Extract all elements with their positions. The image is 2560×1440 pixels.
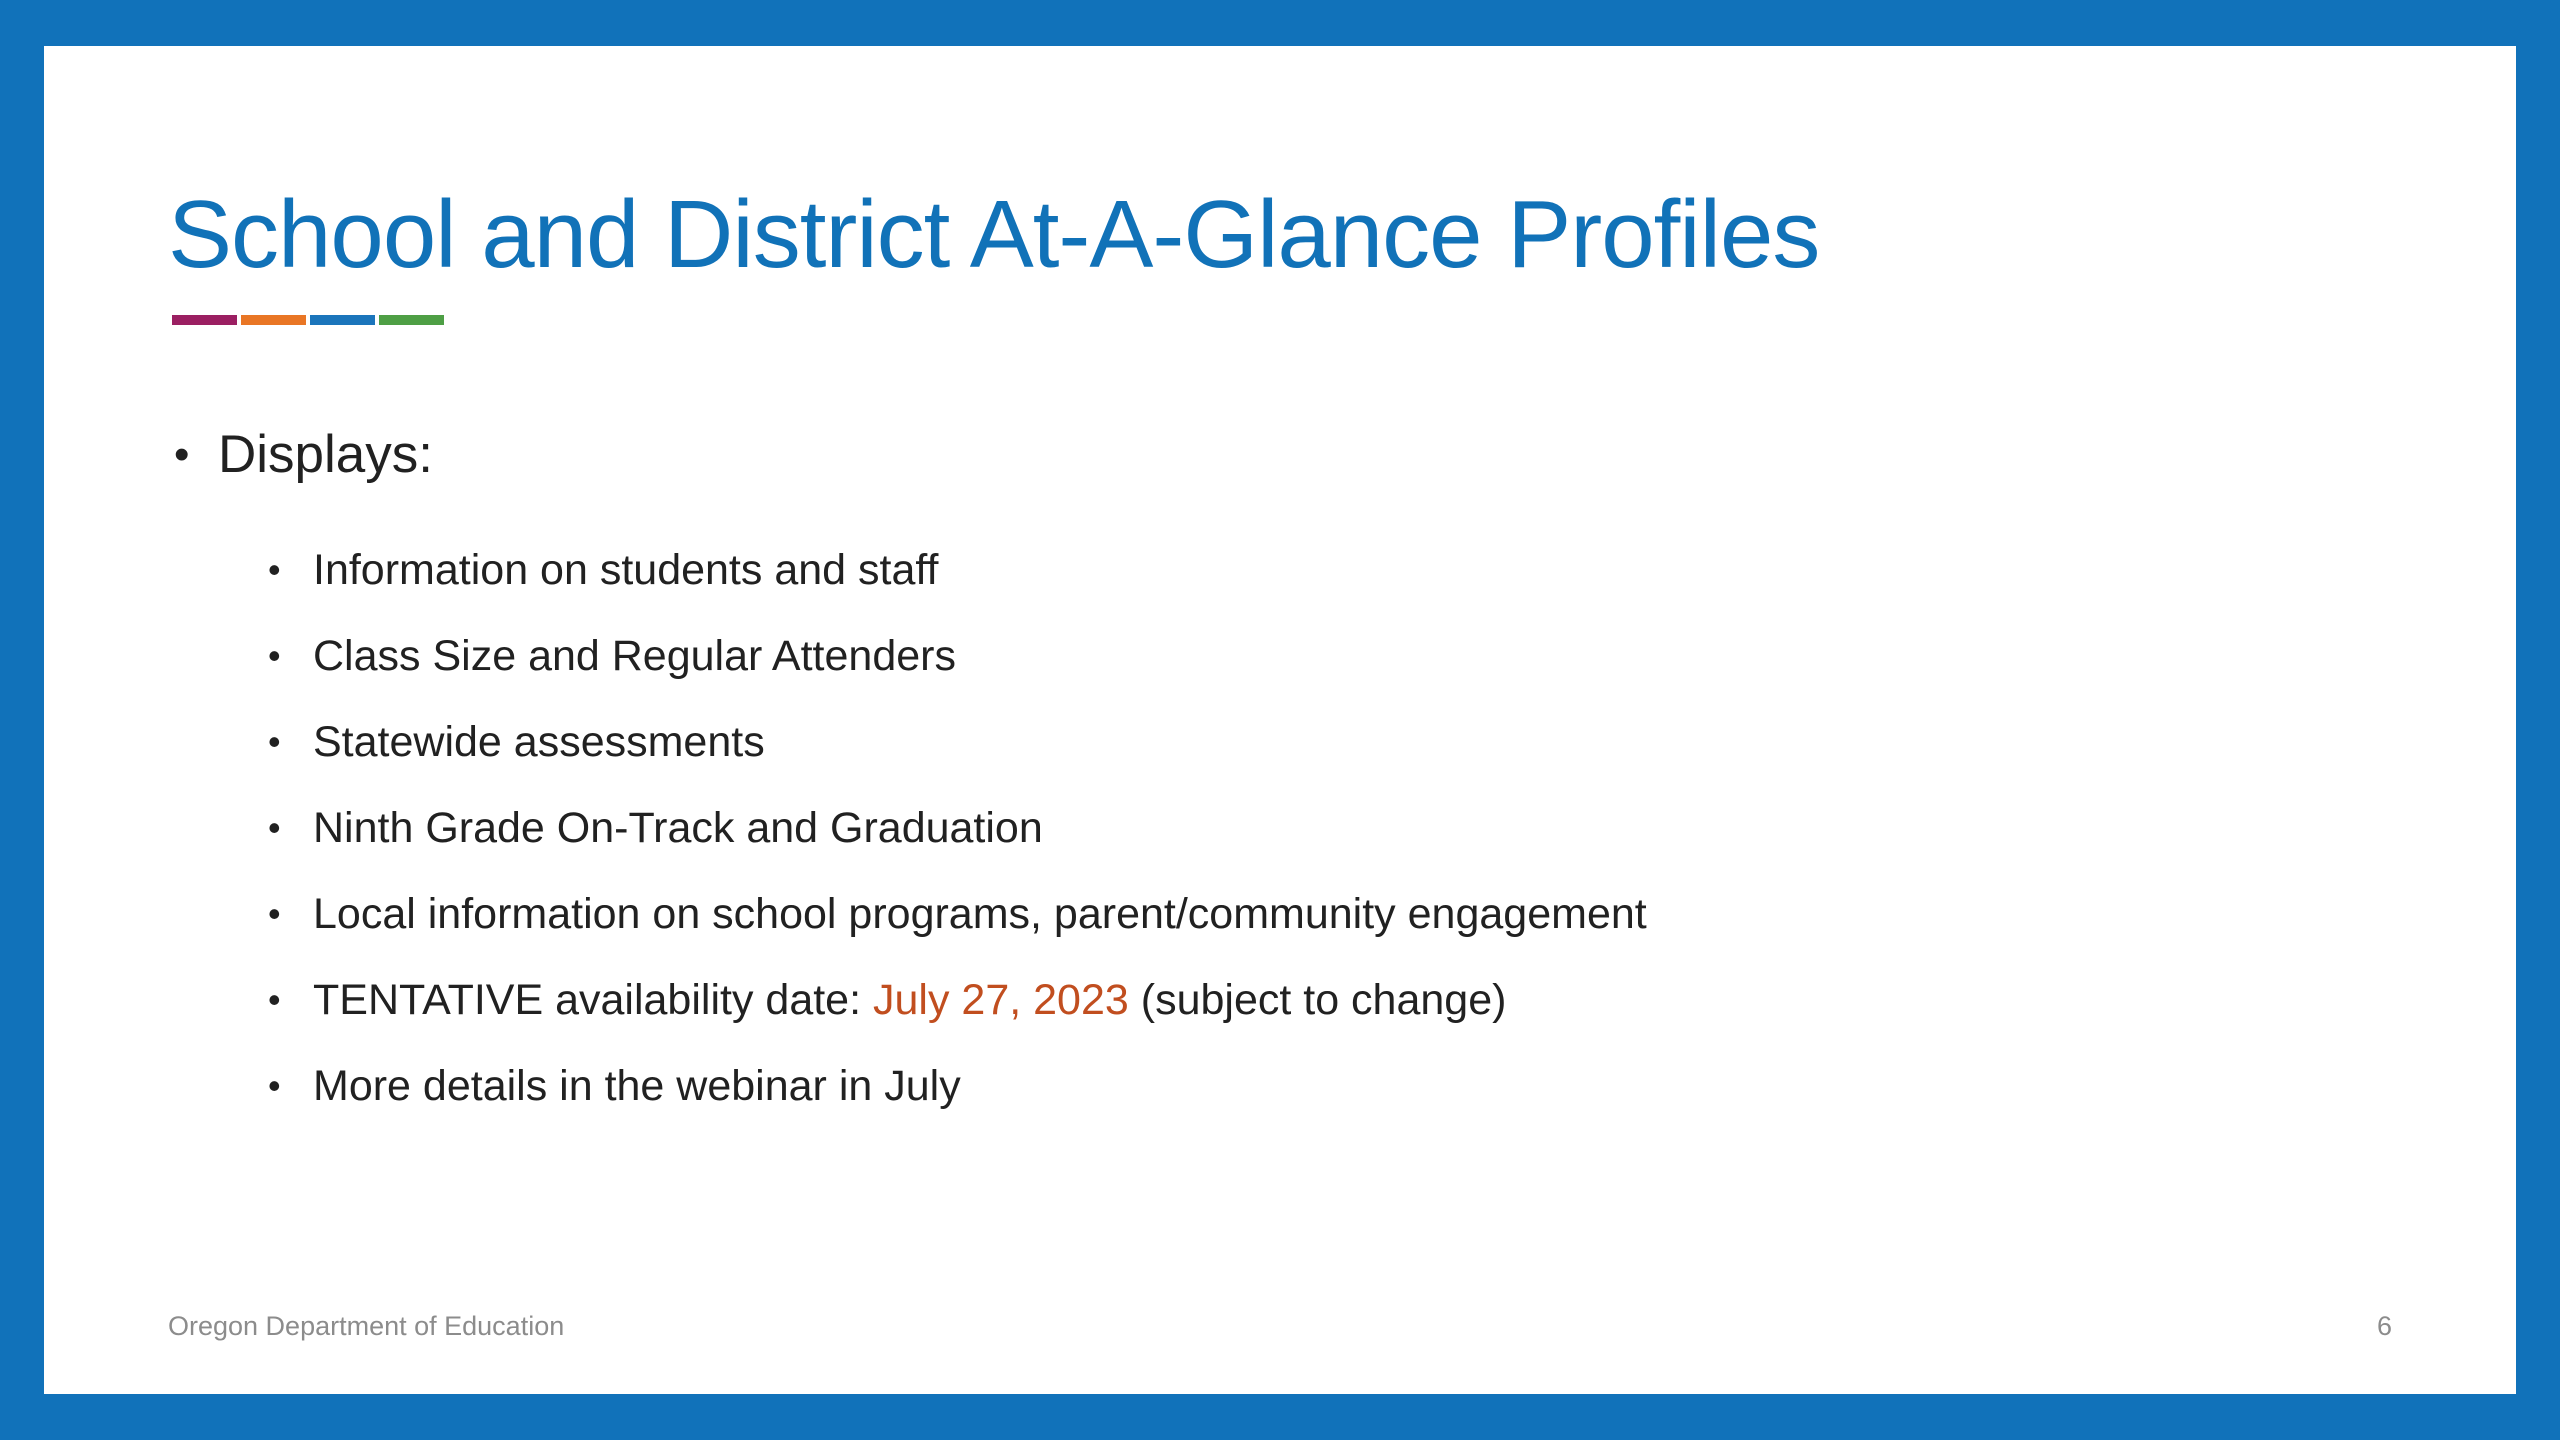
- sub-bullet-text: Local information on school programs, parent/community engagement: [313, 889, 1647, 938]
- list-item: [168, 871, 2392, 957]
- slide-canvas: [44, 46, 2516, 1394]
- sub-bullet-text: Ninth Grade On-Track and Graduation: [313, 803, 1043, 852]
- accent-bar-segment-orange: [241, 315, 306, 325]
- title-accent-bar: [172, 315, 444, 325]
- list-item: [168, 613, 2392, 699]
- availability-date: July 27, 2023: [873, 975, 1129, 1024]
- sub-bullet-text: More details in the webinar in July: [313, 1061, 961, 1110]
- list-item: [168, 527, 2392, 613]
- accent-bar-segment-blue: [310, 315, 375, 325]
- page-number: 6: [2376, 1311, 2392, 1341]
- page-title: School and District At-A-Glance Profiles: [168, 181, 1820, 288]
- bullet-main: [168, 423, 2392, 487]
- list-item: [168, 785, 2392, 871]
- footer-org-label: Oregon Department of Education: [168, 1311, 565, 1341]
- sub-bullet-list: [168, 527, 2392, 1129]
- accent-bar-segment-green: [379, 315, 444, 325]
- list-item: [168, 1043, 2392, 1129]
- tentative-suffix: (subject to change): [1128, 975, 1507, 1024]
- tentative-prefix: TENTATIVE availability date:: [313, 975, 873, 1024]
- accent-bar-segment-magenta: [172, 315, 237, 325]
- list-item: [168, 699, 2392, 785]
- bullet-main-label: Displays:: [218, 424, 434, 484]
- sub-bullet-text: Information on students and staff: [313, 545, 939, 594]
- bullet-marker: •: [174, 429, 190, 479]
- slide-footer: [168, 1311, 2392, 1342]
- list-item-tentative-date: [168, 957, 2392, 1043]
- sub-bullet-text: Class Size and Regular Attenders: [313, 631, 956, 680]
- sub-bullet-text: Statewide assessments: [313, 717, 765, 766]
